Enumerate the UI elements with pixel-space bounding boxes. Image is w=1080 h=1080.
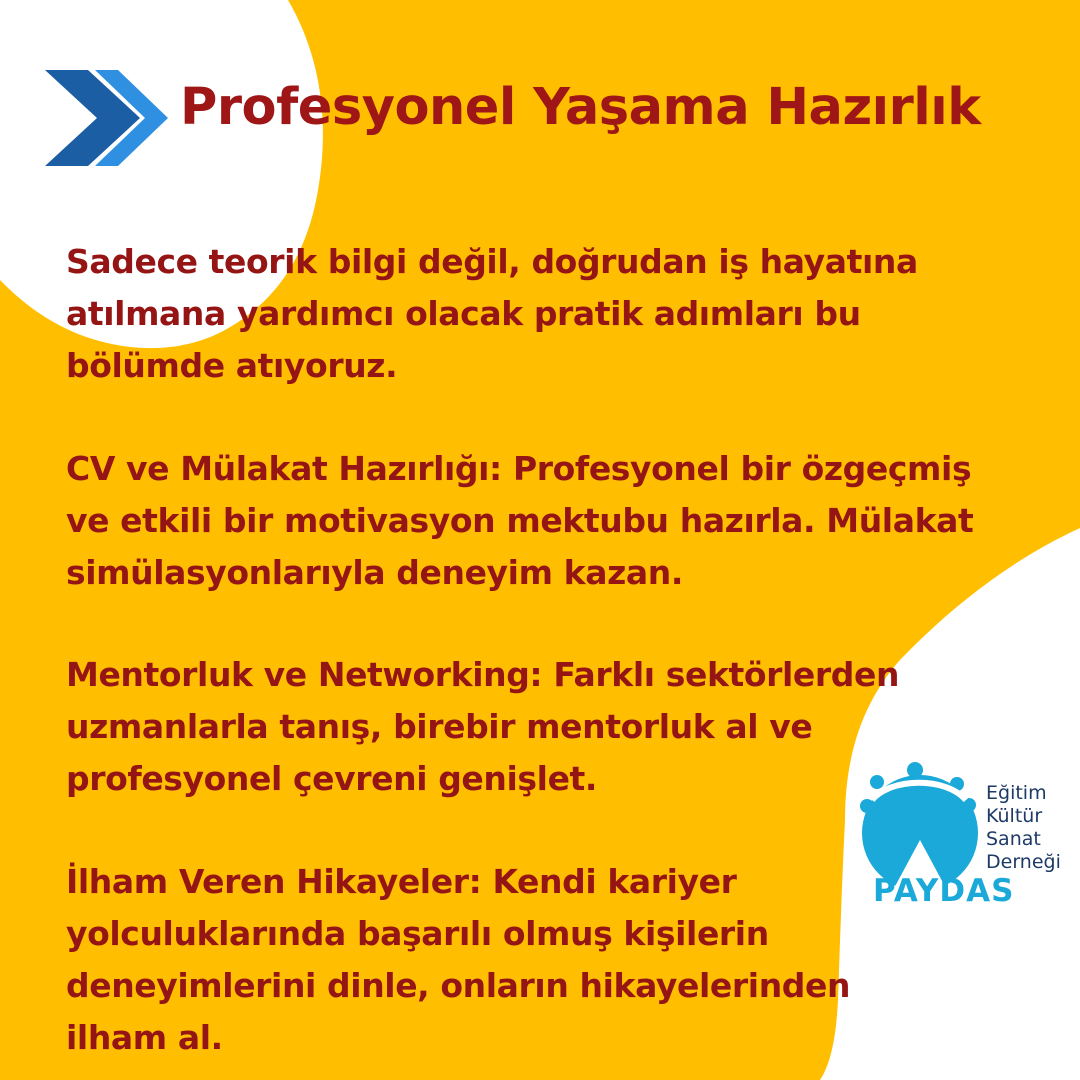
inspiring-stories-paragraph: İlham Veren Hikayeler: Kendi kariyer yolculuklarında başarılı olmuş kişilerin deneyimlerini dinle, onların hikayelerinden ilham al. xyxy=(66,862,851,1057)
page-title: Profesyonel Yaşama Hazırlık xyxy=(180,78,981,137)
mentorship-paragraph: Mentorluk ve Networking: Farklı sektörlerden uzmanlarla tanış, birebir mentorluk al ve profesyonel çevreni genişlet. xyxy=(66,655,900,798)
intro-paragraph: Sadece teorik bilgi değil, doğrudan iş hayatına atılmana yardımcı olacak pratik adımları bu bölümde atıyoruz. xyxy=(66,242,918,385)
logo-wordmark: PAYDAS xyxy=(873,873,1015,909)
cv-interview-paragraph: CV ve Mülakat Hazırlığı: Profesyonel bir özgeçmiş ve etkili bir motivasyon mektubu hazırla. Mülakat simülasyonlarıyla deneyim kazan. xyxy=(66,449,974,592)
logo-tagline: Eğitim Kültür Sanat Derneği xyxy=(986,782,1061,873)
